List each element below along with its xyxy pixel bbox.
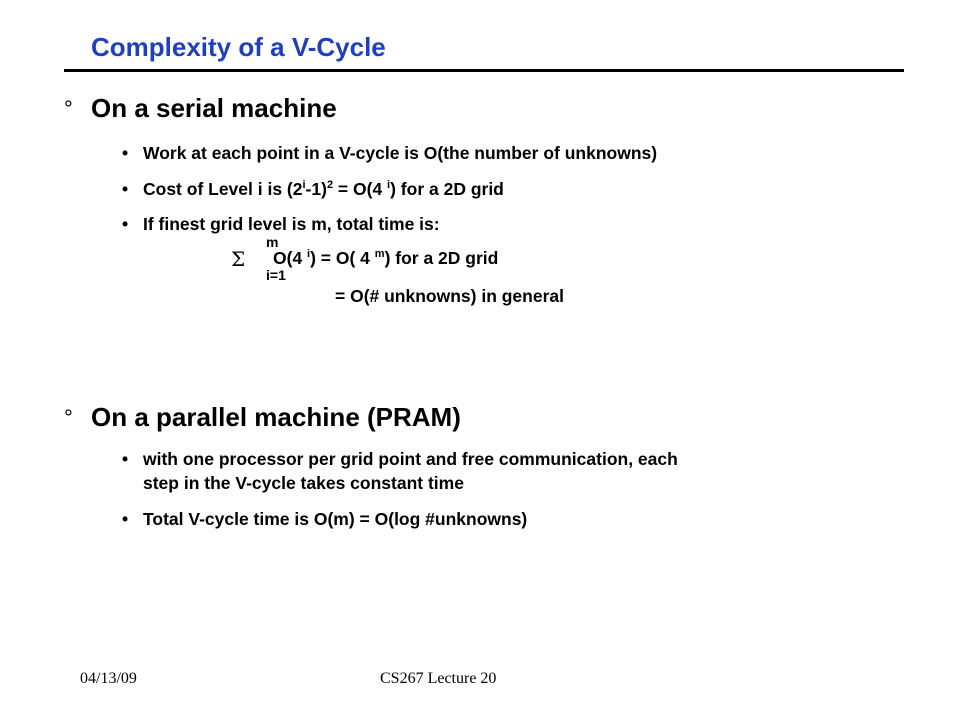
heading-marker: ° bbox=[64, 96, 73, 121]
parallel-bullet-total-time: Total V-cycle time is O(m) = O(log #unknowns) bbox=[143, 509, 528, 529]
parallel-heading: On a parallel machine (PRAM) bbox=[91, 402, 461, 432]
footer-date: 04/13/09 bbox=[80, 670, 137, 687]
bullet-marker: • bbox=[122, 143, 129, 163]
serial-bullet-total-time: If finest grid level is m, total time is: bbox=[143, 214, 440, 234]
summation-general-result: = O(# unknowns) in general bbox=[335, 286, 564, 306]
serial-bullet-cost: Cost of Level i is $(2^i-1)^2 = O(4$ $^i$) for a 2D grid bbox=[143, 179, 504, 199]
parallel-bullet-processor-line2: step in the V-cycle takes constant time bbox=[143, 473, 464, 493]
summation-expression: O(4 $^i$) = O( 4 $^m$) for a 2D grid bbox=[273, 248, 499, 268]
serial-bullet-work: Work at each point in a V-cycle is O(the number of unknowns) bbox=[143, 143, 658, 163]
parallel-bullet-processor-line1: with one processor per grid point and free communication, each bbox=[143, 449, 678, 469]
summation-upper-limit: m bbox=[266, 234, 279, 250]
heading-marker: ° bbox=[64, 405, 73, 430]
bullet-marker: • bbox=[122, 509, 129, 529]
bullet-marker: • bbox=[122, 214, 129, 234]
bullet-marker: • bbox=[122, 449, 129, 469]
bullet-marker: • bbox=[122, 179, 129, 199]
serial-heading: On a serial machine bbox=[91, 93, 337, 123]
footer-lecture: CS267 Lecture 20 bbox=[380, 670, 497, 687]
summation-lower-limit: i=1 bbox=[266, 267, 286, 283]
slide-title: Complexity of a V-Cycle bbox=[91, 32, 386, 62]
title-underline bbox=[64, 69, 904, 72]
summation-sigma: Σ bbox=[231, 247, 246, 271]
